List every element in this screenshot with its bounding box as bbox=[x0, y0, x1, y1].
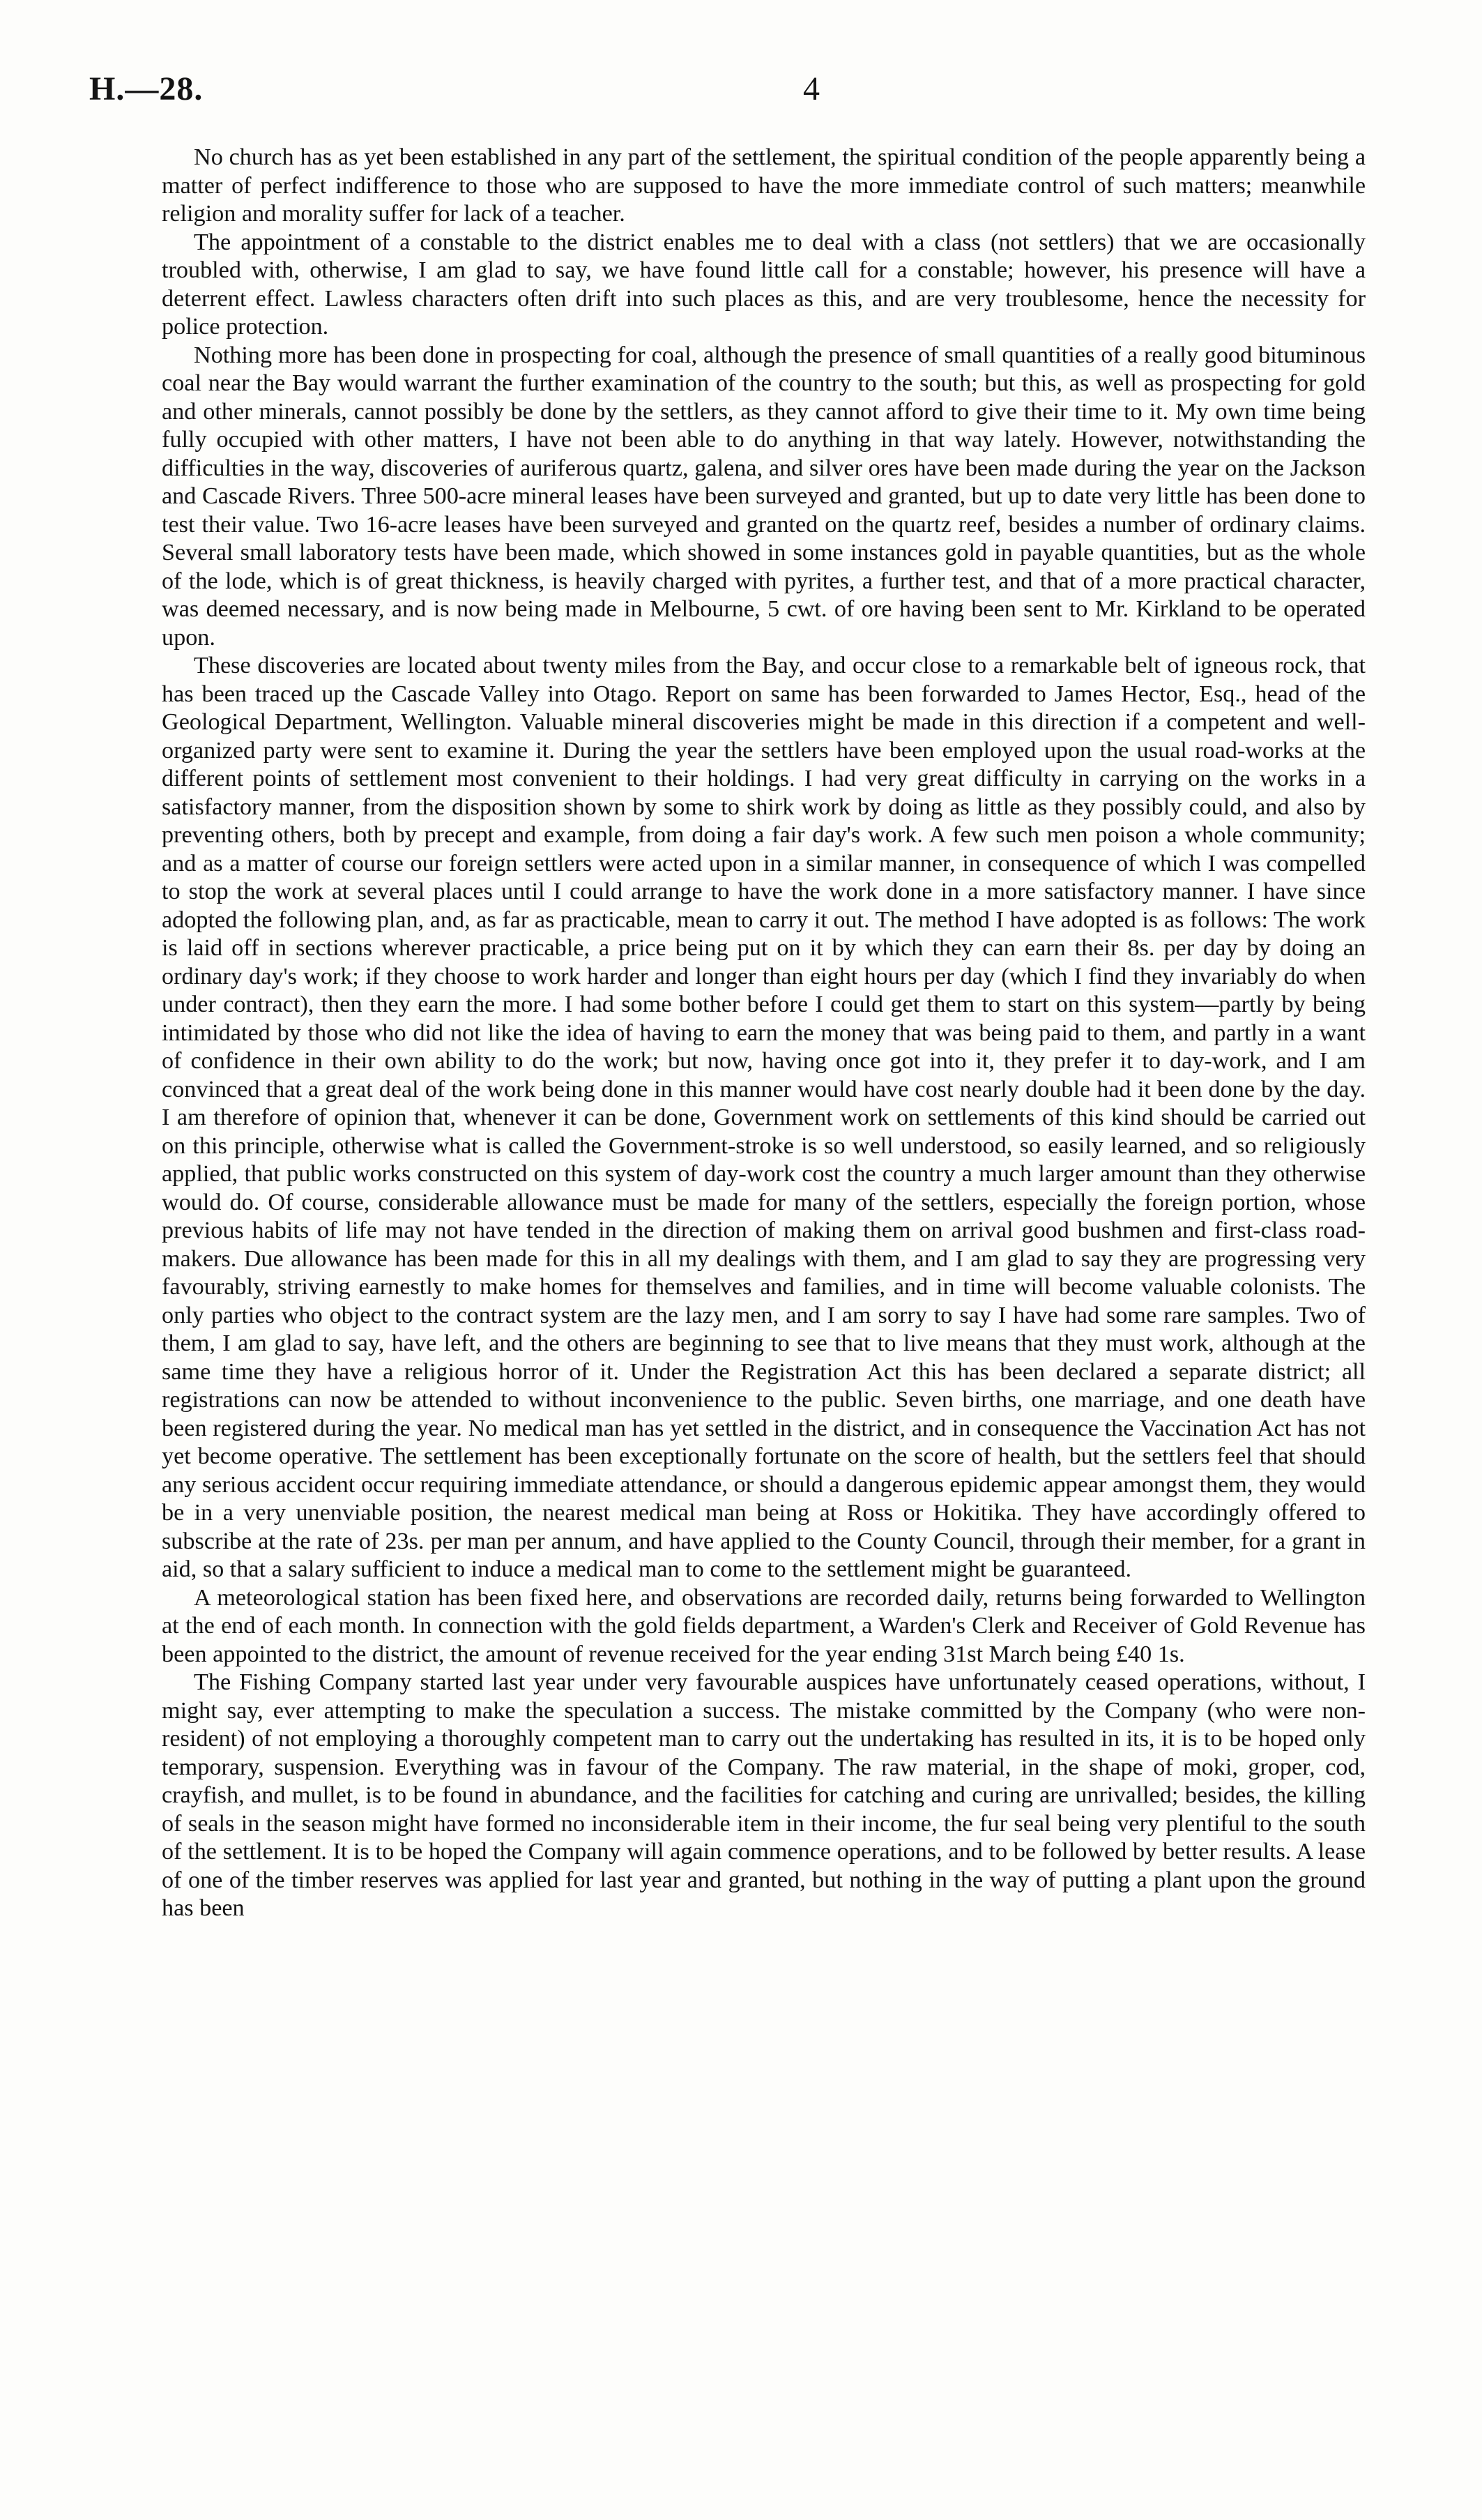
body-text bbox=[162, 144, 1366, 1923]
paragraph-discoveries-roadworks: These discoveries are located about twenty miles from the Bay, and occur close to a remarkable belt of igneous rock, that has been traced up the Cascade Valley into Otago. Report on same has been forwarded to James Hector, Esq., head of the Geological Department, Wellington. Valuable mineral discoveries might be made in this direction if a competent and well-organized party were sent to examine it. During the year the settlers have been employed upon the usual road-works at the different points of settlement most convenient to their holdings. I had very great difficulty in carrying on the works in a satisfactory manner, from the disposition shown by some to shirk work by doing as little as they possibly could, and also by preventing others, both by precept and example, from doing a fair day's work. A few such men poison a whole community; and as a matter of course our foreign settlers were acted upon in a similar manner, in consequence of which I was compelled to stop the work at several places until I could arrange to have the work done in a more satisfactory manner. I have since adopted the following plan, and, as far as practicable, mean to carry it out. The method I have adopted is as follows: The work is laid off in sections wherever practicable, a price being put on it by which they can earn their 8s. per day by doing an ordinary day's work; if they choose to work harder and longer than eight hours per day (which I find they invariably do when under contract), then they earn the more. I had some bother before I could get them to start on this system—partly by being intimidated by those who did not like the idea of having to earn the money that was being paid to them, and partly in a want of confidence in their own ability to do the work; but now, having once got into it, they prefer it to day-work, and I am convinced that a great deal of the work being done in this manner would have cost nearly double had it been done by the day. I am therefore of opinion that, whenever it can be done, Government work on settlements of this kind should be carried out on this principle, otherwise what is called the Government-stroke is so well understood, so easily learned, and so religiously applied, that public works constructed on this system of day-work cost the country a much larger amount than they otherwise would do. Of course, considerable allowance must be made for many of the settlers, especially the foreign portion, whose previous habits of life may not have tended in the direction of making them on arrival good bushmen and first-class road-makers. Due allowance has been made for this in all my dealings with them, and I am glad to say they are progressing very favourably, striving earnestly to make homes for themselves and families, and in time will become valuable colonists. The only parties who object to the contract system are the lazy men, and I am sorry to say I have had some rare samples. Two of them, I am glad to say, have left, and the others are beginning to see that to live means that they must work, although at the same time they have a religious horror of it. Under the Registration Act this has been declared a separate district; all registrations can now be attended to without inconvenience to the public. Seven births, one marriage, and one death have been registered during the year. No medical man has yet settled in the district, and in consequence the Vaccination Act has not yet become operative. The settlement has been exceptionally fortunate on the score of health, but the settlers feel that should any serious accident occur requiring immediate attendance, or should a dangerous epidemic appear amongst them, they would be in a very unenviable position, the nearest medical man being at Ross or Hokitika. They have accordingly offered to subscribe at the rate of 23s. per man per annum, and have applied to the County Council, through their member, for a grant in aid, so that a salary sufficient to induce a medical man to come to the settlement might be guaranteed. bbox=[162, 653, 1366, 1582]
paragraph-fishing-company: The Fishing Company started last year under very favourable auspices have unfortunately ceased operations, without, I might say, ever attempting to make the speculation a success. The mistake committed by the Company (who were non-resident) of not employing a thoroughly competent man to carry out the undertaking has resulted in its, it is to be hoped only temporary, suspension. Everything was in favour of the Company. The raw material, in the shape of moki, groper, cod, crayfish, and mullet, is to be found in abundance, and the facilities for catching and curing are unrivalled; besides, the killing of seals in the season might have formed no inconsiderable item in their income, the fur seal being very plentiful to the south of the settlement. It is to be hoped the Company will again commence operations, and to be followed by better results. A lease of one of the timber reserves was applied for last year and granted, but nothing in the way of putting a plant upon the ground has been bbox=[162, 1669, 1366, 1921]
document-reference: H.—28. bbox=[89, 70, 204, 107]
paragraph-meteorological: A meteorological station has been fixed here, and observations are recorded daily, returns being forwarded to Wellington at the end of each month. In connection with the gold fields department, a Warden's Clerk and Receiver of Gold Revenue has been appointed to the district, the amount of revenue received for the year ending 31st March being £40 1s. bbox=[162, 1584, 1366, 1667]
paragraph-prospecting: Nothing more has been done in prospecting for coal, although the presence of small quantities of a really good bituminous coal near the Bay would warrant the further examination of the country to the south; but this, as well as prospecting for gold and other minerals, cannot possibly be done by the settlers, as they cannot afford to give their time to it. My own time being fully occupied with other matters, I have not been able to do anything in that way lately. However, notwithstanding the difficulties in the way, discoveries of auriferous quartz, galena, and silver ores have been made during the year on the Jackson and Cascade Rivers. Three 500-acre mineral leases have been surveyed and granted, but up to date very little has been done to test their value. Two 16-acre leases have been surveyed and granted on the quartz reef, besides a number of ordinary claims. Several small laboratory tests have been made, which showed in some instances gold in payable quantities, but as the whole of the lode, which is of great thickness, is heavily charged with pyrites, a further test, and that of a more practical character, was deemed necessary, and is now being made in Melbourne, 5 cwt. of ore having been sent to Mr. Kirkland to be operated upon. bbox=[162, 342, 1366, 651]
paragraph-church: No church has as yet been established in any part of the settlement, the spiritual condition of the people apparently being a matter of perfect indifference to those who are supposed to have the more immediate control of such matters; meanwhile religion and morality suffer for lack of a teacher. bbox=[162, 144, 1366, 227]
page-header bbox=[84, 70, 1394, 119]
paragraph-constable: The appointment of a constable to the district enables me to deal with a class (not settlers) that we are occasionally troubled with, otherwise, I am glad to say, we have found little call for a constable; however, his presence will have a deterrent effect. Lawless characters often drift into such places as this, and are very troublesome, hence the necessity for police protection. bbox=[162, 229, 1366, 340]
page-number: 4 bbox=[803, 70, 820, 107]
